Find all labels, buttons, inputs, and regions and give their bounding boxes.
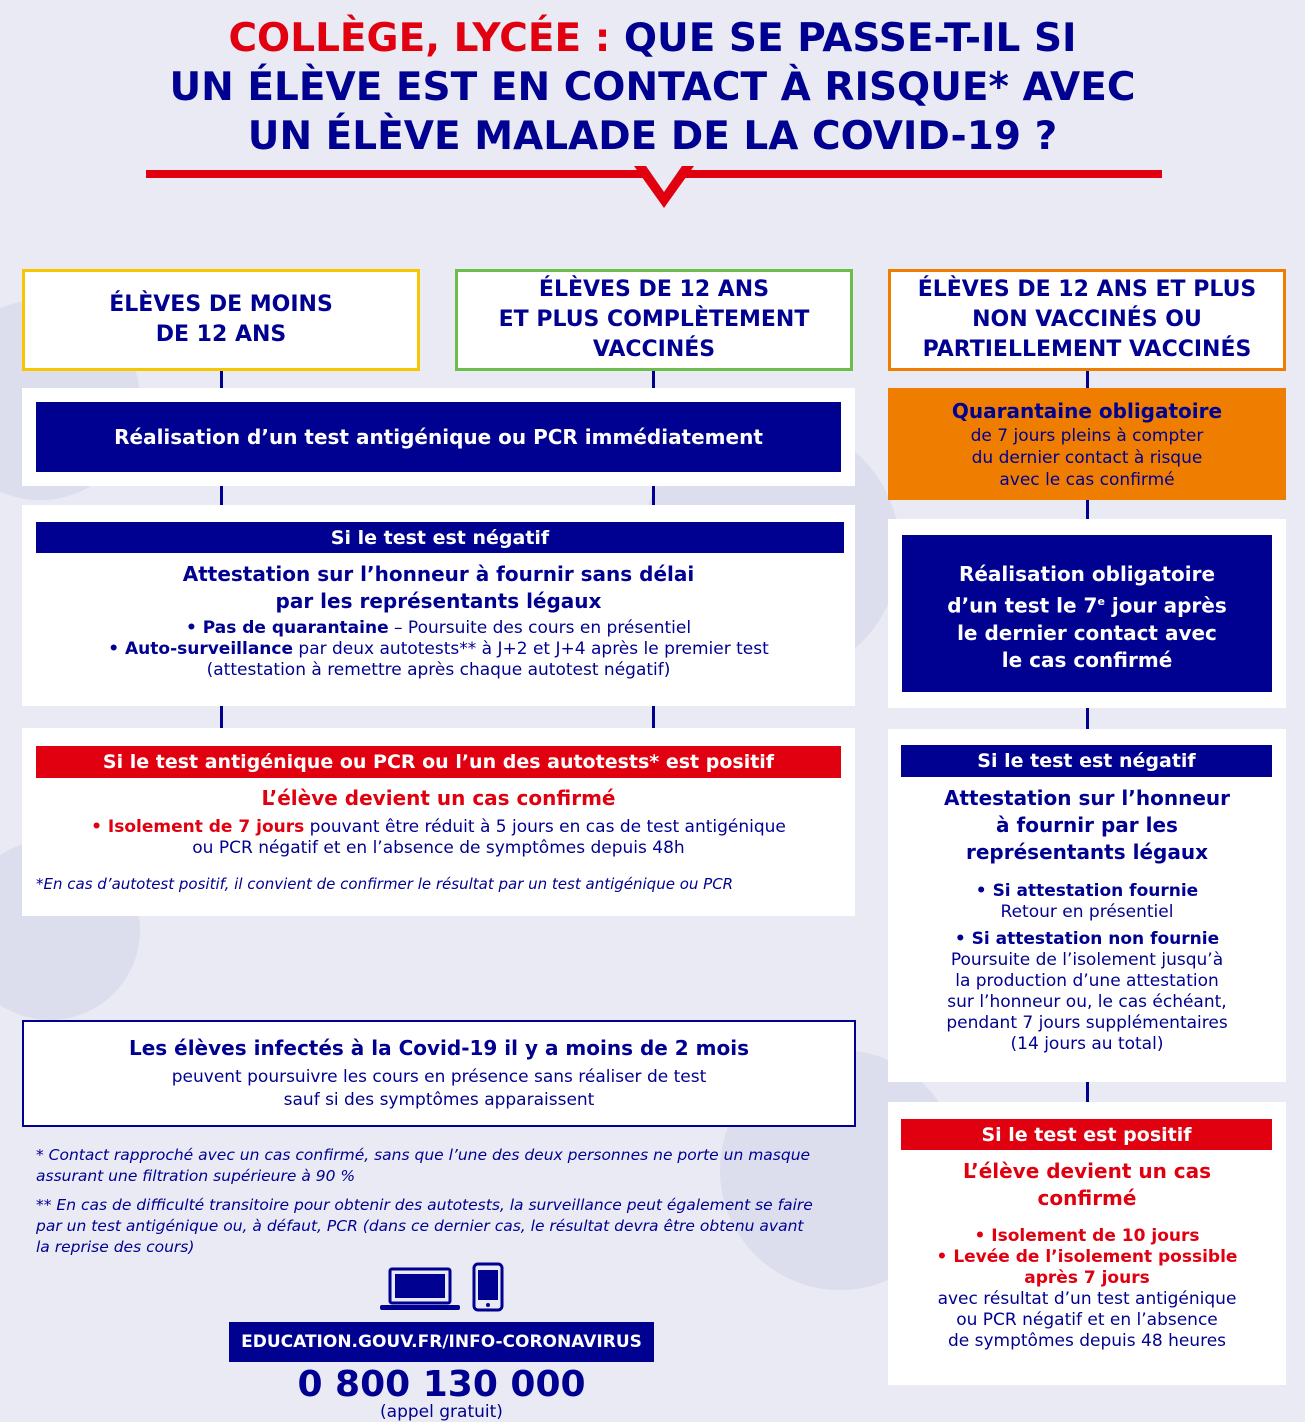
immediate-test-panel xyxy=(22,388,855,486)
right-positive-details xyxy=(888,1226,1286,1352)
detail-line: la production d’une attestation xyxy=(955,971,1219,991)
day7-text: d’un test le 7 xyxy=(947,593,1098,618)
isolation-10-days: • Isolement de 10 jours xyxy=(974,1226,1200,1246)
right-positive-panel xyxy=(888,1102,1286,1385)
negative-result-panel xyxy=(22,505,855,706)
infected-info-box xyxy=(22,1020,856,1127)
phone-note: (appel gratuit) xyxy=(380,1402,503,1422)
footnote-line: * Contact rapproché avec un cas confirmé, sans que l’une des deux personnes ne porte un masque xyxy=(36,1146,811,1164)
positive-title: L’élève devient un cas confirmé xyxy=(261,786,616,810)
laptop-icon xyxy=(378,1266,462,1312)
right-negative-panel xyxy=(888,729,1286,1082)
right-positive-title xyxy=(888,1158,1286,1212)
header-line: ÉLÈVES DE MOINS xyxy=(109,292,333,317)
bullet-isolation: • Isolement de 7 jours xyxy=(91,817,305,837)
connector-line xyxy=(652,706,655,728)
phone-number[interactable]: 0 800 130 000 xyxy=(297,1364,586,1405)
negative-title-line2: par les représentants légaux xyxy=(275,589,602,613)
attestation-provided: • Si attestation fournie xyxy=(975,881,1199,901)
title-line3: UN ÉLÈVE MALADE DE LA COVID-19 ? xyxy=(247,114,1058,159)
negative-title xyxy=(22,561,855,615)
title-chevron-inner xyxy=(646,166,682,192)
attestation-not-provided: • Si attestation non fournie xyxy=(954,929,1220,949)
connector-line xyxy=(220,706,223,728)
footnote-contact xyxy=(36,1145,856,1187)
title-line: à fournir par les xyxy=(996,813,1178,837)
connector-line xyxy=(1086,371,1089,389)
positive-bullets xyxy=(22,817,855,859)
footnote-line: la reprise des cours) xyxy=(36,1238,195,1256)
header-line: VACCINÉS xyxy=(592,337,716,362)
title-line: représentants légaux xyxy=(966,840,1208,864)
right-positive-bar: Si le test est positif xyxy=(901,1119,1272,1150)
quarantine-text xyxy=(888,425,1286,491)
right-negative-bar: Si le test est négatif xyxy=(901,745,1272,777)
title-line: Attestation sur l’honneur xyxy=(943,786,1231,810)
day7-test-box xyxy=(902,535,1272,692)
connector-line xyxy=(1086,708,1089,729)
detail-line: (14 jours au total) xyxy=(1010,1034,1164,1054)
page-title xyxy=(0,14,1305,161)
bullet-self-monitoring: • Auto-surveillance xyxy=(108,639,294,659)
detail-line: de symptômes depuis 48 heures xyxy=(947,1331,1227,1351)
detail-line: ou PCR négatif et en l’absence xyxy=(956,1310,1218,1330)
positive-result-panel xyxy=(22,728,855,916)
header-line: ET PLUS COMPLÈTEMENT xyxy=(498,307,810,332)
detail-line: sur l’honneur ou, le cas échéant, xyxy=(947,992,1227,1012)
isolation-lift: • Levée de l’isolement possible xyxy=(936,1247,1238,1267)
info-url-link[interactable]: EDUCATION.GOUV.FR/INFO-CORONAVIRUS xyxy=(229,1322,654,1362)
connector-line xyxy=(652,486,655,505)
bullet-no-quarantine: • Pas de quarantaine xyxy=(185,618,389,638)
bullet-text-line2: ou PCR négatif et en l’absence de symptômes depuis 48h xyxy=(192,838,685,858)
connector-line xyxy=(1086,1082,1089,1102)
header-line: DE 12 ANS xyxy=(155,322,287,347)
connector-line xyxy=(220,486,223,505)
quarantine-line: de 7 jours pleins à compter xyxy=(970,426,1204,446)
column-header-under-12 xyxy=(22,269,420,371)
detail-line: Retour en présentiel xyxy=(1000,902,1174,922)
infected-text xyxy=(24,1066,854,1112)
negative-bullets xyxy=(22,618,855,681)
right-negative-title xyxy=(888,785,1286,866)
title-part1: QUE SE PASSE-T-IL SI xyxy=(623,16,1077,61)
quarantine-line: du dernier contact à risque xyxy=(971,448,1203,468)
smartphone-icon xyxy=(472,1262,504,1312)
footnote-line: par un test antigénique ou, à défaut, PCR (dans ce dernier cas, le résultat devra être obtenu avant xyxy=(36,1217,804,1235)
connector-line xyxy=(220,371,223,389)
detail-line: pendant 7 jours supplémentaires xyxy=(946,1013,1228,1033)
infected-line2: peuvent poursuivre les cours en présence sans réaliser de test xyxy=(171,1067,707,1087)
column-header-unvaccinated xyxy=(888,269,1286,371)
day7-line: le cas confirmé xyxy=(1001,647,1173,672)
bullet-text: – Poursuite des cours en présentiel xyxy=(388,618,692,638)
isolation-lift-line2: après 7 jours xyxy=(1024,1268,1150,1288)
positive-note: *En cas d’autotest positif, il convient de confirmer le résultat par un test antigénique ou PCR xyxy=(36,875,734,893)
header-line: ÉLÈVES DE 12 ANS xyxy=(538,277,770,302)
detail-line: avec résultat d’un test antigénique xyxy=(937,1289,1237,1309)
title-red-part: COLLÈGE, LYCÉE : xyxy=(228,16,611,61)
quarantine-title: Quarantaine obligatoire xyxy=(951,399,1223,423)
day7-line: le dernier contact avec xyxy=(957,620,1217,645)
infected-title: Les élèves infectés à la Covid-19 il y a moins de 2 mois xyxy=(128,1036,750,1060)
title-line: confirmé xyxy=(1037,1186,1137,1210)
connector-line xyxy=(1086,500,1089,519)
quarantine-line: avec le cas confirmé xyxy=(999,470,1175,490)
immediate-test-box: Réalisation d’un test antigénique ou PCR immédiatement xyxy=(36,402,841,472)
header-line: NON VACCINÉS OU xyxy=(972,307,1202,332)
footnote-line: assurant une filtration supérieure à 90 % xyxy=(36,1167,356,1185)
bullet-text: pouvant être réduit à 5 jours en cas de test antigénique xyxy=(304,817,786,837)
day7-line xyxy=(902,588,1272,620)
negative-title-line1: Attestation sur l’honneur à fournir sans délai xyxy=(182,562,695,586)
bullet-text: par deux autotests** à J+2 et J+4 après le premier test xyxy=(293,639,769,659)
day7-sup: e xyxy=(1097,595,1105,608)
detail-line: Poursuite de l’isolement jusqu’à xyxy=(950,950,1224,970)
header-line: PARTIELLEMENT VACCINÉS xyxy=(922,337,1252,362)
positive-result-bar: Si le test antigénique ou PCR ou l’un des autotests* est positif xyxy=(36,746,841,778)
title-line: L’élève devient un cas xyxy=(962,1159,1212,1183)
connector-line xyxy=(652,371,655,389)
day7-test-panel xyxy=(888,519,1286,708)
title-line2: UN ÉLÈVE EST EN CONTACT À RISQUE* AVEC xyxy=(169,65,1136,110)
footnote-autotests xyxy=(36,1195,856,1258)
footnote-line: ** En cas de difficulté transitoire pour obtenir des autotests, la surveillance peut également se faire xyxy=(36,1196,813,1214)
day7-line: Réalisation obligatoire xyxy=(958,562,1216,586)
infected-line3: sauf si des symptômes apparaissent xyxy=(283,1090,595,1110)
header-line: ÉLÈVES DE 12 ANS ET PLUS xyxy=(917,277,1257,302)
right-negative-details xyxy=(888,881,1286,1055)
negative-result-bar: Si le test est négatif xyxy=(36,522,844,553)
quarantine-box xyxy=(888,388,1286,500)
column-header-vaccinated xyxy=(455,269,853,371)
day7-text: jour après xyxy=(1104,593,1227,618)
bullet-text-line2: (attestation à remettre après chaque autotest négatif) xyxy=(206,660,671,680)
